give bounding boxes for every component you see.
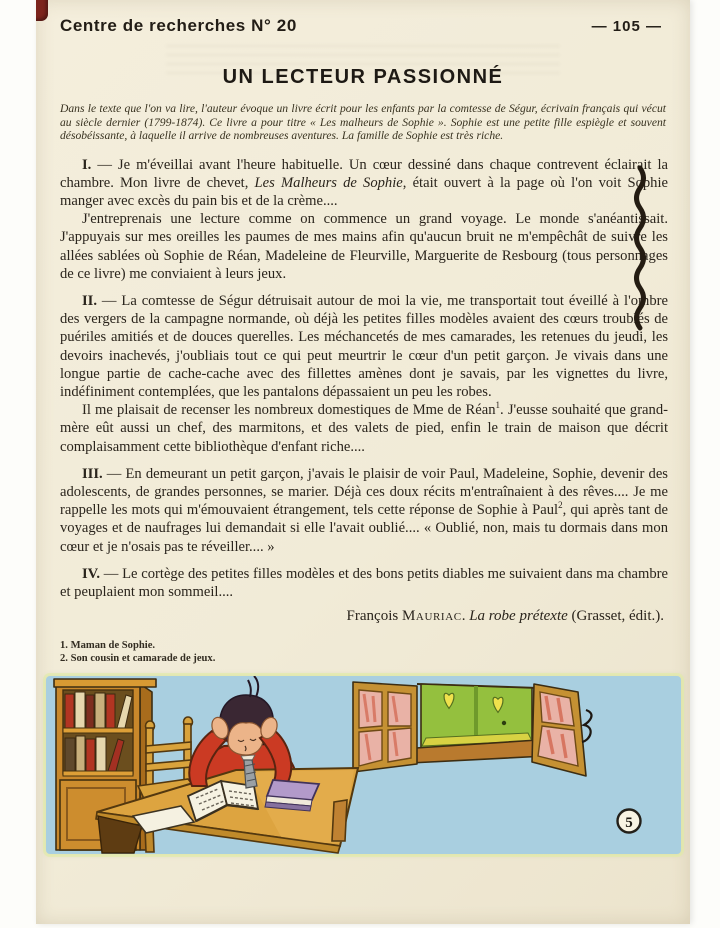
corner-ink-mark bbox=[36, 0, 48, 21]
window-right-casement bbox=[532, 684, 586, 776]
table-right-leg bbox=[332, 800, 347, 841]
page-header bbox=[36, 0, 690, 36]
intro-note: Dans le texte que l'on va lire, l'auteur évoque un livre écrit pour les enfants par la comtesse de Ségur, écrivain français qui vécut au siècle dernier (1799-1874). Ce livre a pour titre « Les malheurs de Sophie ». Sophie est une petite fille espiègle et souvent désobéissante, à laquelle il arrive de nombreuses aventures. La famille de Sophie est très riche. bbox=[60, 102, 666, 142]
document-page bbox=[36, 0, 690, 924]
reading-text bbox=[60, 156, 668, 602]
paragraph-I-1: I. — Je m'éveillai avant l'heure habituelle. Un cœur dessiné dans chaque contrevent éclairait la chambre. Mon livre de chevet, Les Malheurs de Sophie, était ouvert à la page où l'on voit Sophie manger avec excès du pain bis et de la crème.... bbox=[60, 156, 668, 209]
paragraph-III-1: III. — En demeurant un petit garçon, j'avais le plaisir de voir Paul, Madeleine, Sophie, devenir des adolescents, de grandes personnes, se marier. Déjà ces doux récits m'entraînaient à des rêves.... Je me rappelle les mots qui m'émouvaient étrangement, tels cette réponse de Sophie à Paul$^2$, qui après tant de voyages et de naufrages lui demandait si elle l'avait oublié.... « Oublié, non, mais tu dormais dans mon cœur et je n'osais pas te réveiller.... » bbox=[60, 465, 668, 555]
figure-number-badge bbox=[617, 810, 640, 833]
header-publication: Centre de recherches N° 20 bbox=[60, 16, 297, 35]
page-title: UN LECTEUR PASSIONNÉ bbox=[222, 66, 504, 88]
paragraph-II-1: II. — La comtesse de Ségur détruisait autour de moi la vie, me transportait tout éveillé à l'ombre des vergers de la campagne normande, où déjà les petites filles modèles avaient des cœurs troublés de puériles amitiés et de douces querelles. Les méchancetés de mes camarades, les retenues du jeudi, les devoirs inachevés, j'oubliais tout ce qui peut meurtrir le cœur d'un petit garçon. Je vivais dans une longue partie de cache-cache avec des fillettes amènes dont je savais, par les vignettes du livre, indéfiniment contemplées, que les pantalons dépassaient un peu les robes. bbox=[60, 292, 668, 400]
illustration-scene bbox=[46, 676, 681, 854]
footnote-1: 1. Maman de Sophie. bbox=[60, 640, 156, 652]
paragraph-I-2: J'entreprenais une lecture comme on commence un grand voyage. Le monde s'anéantissait. J'appuyais sur mes oreilles les paumes de mes mains afin qu'aucun bruit ne m'empêchât de suivre les allées sablées où Sophie de Réan, Madeleine de Fleurville, Marguerite de Resbourg (tous personnages de ce livre) me conviaient à leurs jeux. bbox=[60, 211, 668, 282]
paragraph-IV-1: IV. — Le cortège des petites filles modèles et des bons petits diables me suivaient dans ma chambre et peuplaient mon sommeil.... bbox=[60, 565, 668, 600]
attribution-line: François Mauriac. La robe prétexte (Grasset, édit.). bbox=[346, 608, 664, 625]
paragraph-II-2: Il me plaisait de recenser les nombreux domestiques de Mme de Réan$^1$. J'eusse souhaité que grand-mère eût aussi un chef, des marmitons, et des valets de pied, enfin le train de maison que décrit complaisamment cette bibliothèque d'enfant riche.... bbox=[60, 400, 668, 455]
footnotes bbox=[60, 640, 690, 665]
margin-wavy-line bbox=[632, 166, 648, 332]
closed-book bbox=[265, 780, 319, 811]
figure-number: 5 bbox=[624, 815, 633, 832]
window-left-casement bbox=[353, 682, 417, 772]
footnote-2: 2. Son cousin et camarade de jeux. bbox=[60, 652, 216, 664]
page-number: — 105 — bbox=[591, 18, 662, 35]
illustration bbox=[46, 676, 681, 854]
